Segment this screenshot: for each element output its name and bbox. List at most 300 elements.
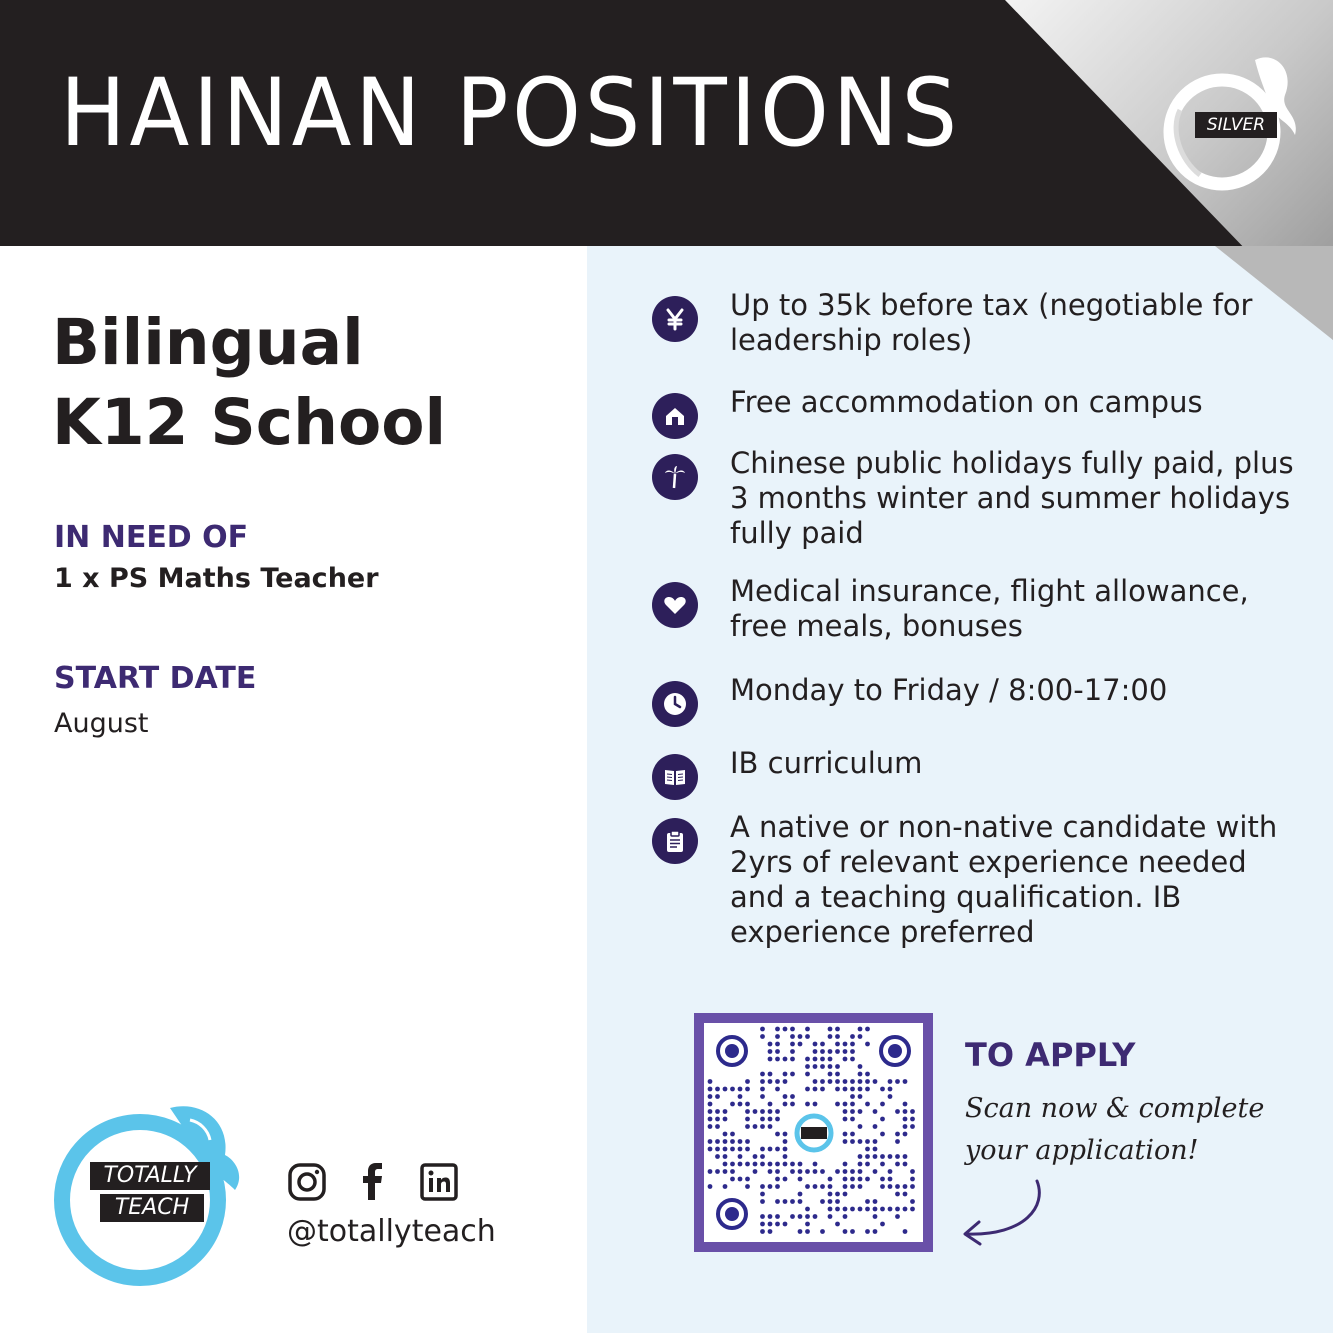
qr-dot xyxy=(805,1207,810,1212)
qr-dot xyxy=(738,1094,743,1099)
qr-dot xyxy=(805,1214,810,1219)
facebook-icon[interactable] xyxy=(353,1162,393,1202)
qr-dot xyxy=(873,1109,878,1114)
qr-dot xyxy=(895,1214,900,1219)
qr-dot xyxy=(858,1169,863,1174)
benefit-text: A native or non-native candidate with 2yrs of relevant experience needed and a teaching qualification. IB experience preferred xyxy=(730,810,1278,949)
qr-dot xyxy=(768,1079,773,1084)
qr-dot xyxy=(850,1169,855,1174)
qr-dot xyxy=(768,1162,773,1167)
qr-dot xyxy=(895,1139,900,1144)
qr-dot xyxy=(738,1139,743,1144)
qr-dot xyxy=(805,1229,810,1234)
qr-dot xyxy=(783,1147,788,1152)
qr-dot xyxy=(730,1162,735,1167)
qr-dot xyxy=(873,1229,878,1234)
qr-dot xyxy=(783,1094,788,1099)
qr-dot xyxy=(865,1207,870,1212)
qr-dot xyxy=(798,1042,803,1047)
qr-dot xyxy=(805,1064,810,1069)
qr-dot xyxy=(903,1207,908,1212)
qr-dot xyxy=(903,1184,908,1189)
qr-dot xyxy=(873,1207,878,1212)
qr-dot xyxy=(895,1207,900,1212)
qr-dot xyxy=(798,1034,803,1039)
qr-dot xyxy=(798,1162,803,1167)
qr-dot xyxy=(760,1072,765,1077)
qr-dot xyxy=(813,1049,818,1054)
qr-dot xyxy=(903,1132,908,1137)
qr-dot xyxy=(843,1214,848,1219)
qr-dot xyxy=(895,1192,900,1197)
qr-dot xyxy=(745,1102,750,1107)
qr-dot xyxy=(708,1117,713,1122)
qr-dot xyxy=(835,1199,840,1204)
qr-dot xyxy=(760,1109,765,1114)
qr-dot xyxy=(783,1177,788,1182)
qr-dot xyxy=(783,1199,788,1204)
qr-dot xyxy=(843,1177,848,1182)
qr-dot xyxy=(858,1094,863,1099)
qr-dot xyxy=(723,1132,728,1137)
qr-dot xyxy=(730,1087,735,1092)
qr-dot xyxy=(760,1192,765,1197)
qr-dot xyxy=(858,1034,863,1039)
qr-dot xyxy=(715,1154,720,1159)
qr-dot xyxy=(865,1027,870,1032)
qr-dot xyxy=(745,1177,750,1182)
qr-dot xyxy=(768,1042,773,1047)
qr-dot xyxy=(850,1207,855,1212)
qr-dot xyxy=(715,1087,720,1092)
qr-code[interactable] xyxy=(694,1013,933,1252)
qr-dot xyxy=(745,1079,750,1084)
qr-dot xyxy=(723,1139,728,1144)
qr-dot xyxy=(880,1117,885,1122)
qr-dot xyxy=(745,1109,750,1114)
qr-dot xyxy=(843,1229,848,1234)
qr-dot xyxy=(828,1064,833,1069)
qr-dot xyxy=(768,1169,773,1174)
qr-dot xyxy=(723,1169,728,1174)
qr-dot xyxy=(760,1214,765,1219)
qr-dot xyxy=(858,1027,863,1032)
qr-dot xyxy=(813,1079,818,1084)
qr-dot xyxy=(880,1132,885,1137)
qr-dot xyxy=(708,1139,713,1144)
qr-dot xyxy=(805,1034,810,1039)
qr-dot xyxy=(715,1124,720,1129)
social-handle[interactable]: @totallyteach xyxy=(287,1214,496,1249)
qr-dot xyxy=(798,1214,803,1219)
qr-dot xyxy=(828,1199,833,1204)
qr-dot xyxy=(783,1222,788,1227)
qr-dot xyxy=(760,1199,765,1204)
qr-code-pattern xyxy=(704,1023,923,1242)
qr-dot xyxy=(708,1147,713,1152)
yen-icon xyxy=(652,296,698,342)
qr-dot xyxy=(858,1072,863,1077)
qr-dot xyxy=(835,1027,840,1032)
qr-dot xyxy=(760,1147,765,1152)
qr-dot xyxy=(760,1184,765,1189)
qr-dot xyxy=(835,1079,840,1084)
qr-dot xyxy=(880,1177,885,1182)
qr-dot xyxy=(745,1162,750,1167)
qr-dot xyxy=(768,1222,773,1227)
qr-dot xyxy=(775,1147,780,1152)
qr-dot xyxy=(775,1034,780,1039)
qr-dot xyxy=(820,1199,825,1204)
qr-dot xyxy=(828,1214,833,1219)
qr-dot xyxy=(798,1229,803,1234)
qr-dot xyxy=(745,1147,750,1152)
qr-dot xyxy=(835,1072,840,1077)
qr-dot xyxy=(790,1049,795,1054)
social-links xyxy=(287,1160,459,1204)
qr-dot xyxy=(760,1034,765,1039)
qr-dot xyxy=(813,1162,818,1167)
qr-dot xyxy=(768,1214,773,1219)
qr-dot xyxy=(813,1184,818,1189)
qr-dot xyxy=(865,1042,870,1047)
qr-dot xyxy=(828,1072,833,1077)
qr-dot xyxy=(858,1154,863,1159)
qr-dot xyxy=(708,1184,713,1189)
logo-text-teach: TEACH xyxy=(100,1194,204,1222)
qr-dot xyxy=(730,1177,735,1182)
qr-dot xyxy=(835,1034,840,1039)
qr-dot xyxy=(775,1087,780,1092)
qr-dot xyxy=(783,1162,788,1167)
qr-dot xyxy=(775,1042,780,1047)
qr-dot xyxy=(903,1117,908,1122)
qr-dot xyxy=(760,1154,765,1159)
qr-dot xyxy=(835,1222,840,1227)
qr-dot xyxy=(850,1177,855,1182)
qr-dot xyxy=(903,1109,908,1114)
qr-dot xyxy=(828,1057,833,1062)
qr-dot xyxy=(888,1154,893,1159)
qr-dot xyxy=(768,1057,773,1062)
qr-dot xyxy=(835,1169,840,1174)
qr-dot xyxy=(843,1132,848,1137)
qr-dot xyxy=(723,1184,728,1189)
qr-dot xyxy=(843,1162,848,1167)
qr-code-image xyxy=(704,1023,923,1242)
qr-dot xyxy=(880,1184,885,1189)
qr-dot xyxy=(790,1199,795,1204)
qr-dot xyxy=(790,1102,795,1107)
qr-dot xyxy=(888,1184,893,1189)
qr-dot xyxy=(873,1154,878,1159)
qr-dot xyxy=(873,1079,878,1084)
qr-dot xyxy=(873,1199,878,1204)
qr-dot xyxy=(783,1154,788,1159)
qr-dot xyxy=(805,1169,810,1174)
qr-dot xyxy=(843,1049,848,1054)
qr-dot xyxy=(775,1079,780,1084)
qr-dot xyxy=(858,1207,863,1212)
qr-dot xyxy=(835,1042,840,1047)
qr-dot xyxy=(910,1124,915,1129)
qr-dot xyxy=(850,1109,855,1114)
qr-dot xyxy=(730,1132,735,1137)
qr-dot xyxy=(888,1177,893,1182)
qr-dot xyxy=(828,1207,833,1212)
qr-dot xyxy=(783,1102,788,1107)
qr-dot xyxy=(865,1087,870,1092)
start-date-label: START DATE xyxy=(54,661,257,696)
qr-dot xyxy=(768,1124,773,1129)
qr-dot xyxy=(715,1117,720,1122)
qr-dot xyxy=(865,1147,870,1152)
qr-dot xyxy=(783,1079,788,1084)
qr-dot xyxy=(903,1192,908,1197)
qr-dot xyxy=(850,1049,855,1054)
qr-dot xyxy=(775,1199,780,1204)
qr-dot xyxy=(745,1184,750,1189)
qr-dot xyxy=(895,1132,900,1137)
qr-dot xyxy=(828,1184,833,1189)
qr-dot xyxy=(723,1109,728,1114)
qr-dot xyxy=(760,1117,765,1122)
qr-dot xyxy=(895,1154,900,1159)
qr-dot xyxy=(865,1139,870,1144)
qr-dot xyxy=(910,1184,915,1189)
qr-dot xyxy=(738,1154,743,1159)
qr-dot xyxy=(850,1184,855,1189)
qr-dot xyxy=(835,1192,840,1197)
qr-dot xyxy=(738,1102,743,1107)
qr-dot xyxy=(768,1102,773,1107)
benefit-text: Up to 35k before tax (negotiable for leadership roles) xyxy=(730,288,1253,357)
qr-dot xyxy=(850,1057,855,1062)
qr-dot xyxy=(843,1042,848,1047)
benefit-text: Free accommodation on campus xyxy=(730,385,1203,419)
qr-dot xyxy=(888,1207,893,1212)
qr-dot xyxy=(723,1117,728,1122)
qr-dot xyxy=(760,1124,765,1129)
clock-icon xyxy=(652,681,698,727)
qr-dot xyxy=(835,1102,840,1107)
qr-dot xyxy=(865,1079,870,1084)
qr-dot xyxy=(775,1117,780,1122)
qr-dot xyxy=(753,1169,758,1174)
qr-dot xyxy=(760,1079,765,1084)
qr-dot xyxy=(775,1109,780,1114)
qr-dot xyxy=(888,1094,893,1099)
qr-dot xyxy=(715,1109,720,1114)
qr-dot xyxy=(753,1162,758,1167)
qr-dot xyxy=(850,1094,855,1099)
qr-dot xyxy=(850,1117,855,1122)
qr-dot xyxy=(753,1124,758,1129)
qr-dot xyxy=(708,1124,713,1129)
school-name-line2: K12 School xyxy=(52,386,447,459)
benefit-text: Monday to Friday / 8:00-17:00 xyxy=(730,673,1168,707)
qr-dot xyxy=(865,1162,870,1167)
qr-dot xyxy=(903,1154,908,1159)
qr-dot xyxy=(850,1042,855,1047)
qr-dot xyxy=(775,1027,780,1032)
qr-dot xyxy=(865,1177,870,1182)
qr-dot xyxy=(805,1057,810,1062)
qr-dot xyxy=(813,1169,818,1174)
qr-dot xyxy=(895,1079,900,1084)
qr-dot xyxy=(760,1087,765,1092)
qr-dot xyxy=(895,1184,900,1189)
clipboard-icon xyxy=(652,818,698,864)
qr-dot xyxy=(843,1169,848,1174)
qr-dot xyxy=(708,1109,713,1114)
qr-dot xyxy=(820,1049,825,1054)
qr-dot xyxy=(768,1109,773,1114)
qr-dot xyxy=(865,1229,870,1234)
qr-dot xyxy=(820,1064,825,1069)
qr-dot xyxy=(858,1162,863,1167)
qr-dot xyxy=(723,1087,728,1092)
qr-dot xyxy=(768,1229,773,1234)
benefit-text: Medical insurance, flight allowance, free meals, bonuses xyxy=(730,574,1249,643)
qr-dot xyxy=(910,1169,915,1174)
qr-dot xyxy=(798,1169,803,1174)
qr-dot xyxy=(768,1184,773,1189)
house-icon xyxy=(652,393,698,439)
qr-dot xyxy=(820,1184,825,1189)
qr-dot xyxy=(828,1034,833,1039)
qr-dot xyxy=(768,1049,773,1054)
linkedin-icon[interactable] xyxy=(419,1162,459,1202)
qr-dot xyxy=(858,1087,863,1092)
qr-dot xyxy=(790,1034,795,1039)
qr-dot xyxy=(760,1229,765,1234)
qr-dot xyxy=(738,1147,743,1152)
qr-dot xyxy=(775,1214,780,1219)
qr-dot xyxy=(805,1027,810,1032)
qr-dot xyxy=(903,1124,908,1129)
qr-dot xyxy=(828,1079,833,1084)
qr-dot xyxy=(880,1207,885,1212)
school-name-line1: Bilingual xyxy=(52,306,364,379)
apply-title: TO APPLY xyxy=(965,1036,1136,1074)
qr-dot xyxy=(813,1057,818,1062)
qr-dot xyxy=(880,1222,885,1227)
qr-dot xyxy=(813,1087,818,1092)
qr-dot xyxy=(843,1192,848,1197)
qr-dot xyxy=(708,1102,713,1107)
qr-dot xyxy=(768,1072,773,1077)
qr-dot xyxy=(865,1102,870,1107)
qr-dot xyxy=(790,1027,795,1032)
qr-dot xyxy=(910,1109,915,1114)
qr-dot xyxy=(745,1124,750,1129)
qr-dot xyxy=(723,1147,728,1152)
qr-dot xyxy=(835,1049,840,1054)
qr-dot xyxy=(828,1027,833,1032)
qr-dot xyxy=(708,1169,713,1174)
qr-dot xyxy=(880,1102,885,1107)
qr-dot xyxy=(753,1109,758,1114)
page-title: HAINAN POSITIONS xyxy=(60,59,961,168)
qr-dot xyxy=(843,1109,848,1114)
qr-dot xyxy=(730,1169,735,1174)
qr-dot xyxy=(783,1027,788,1032)
qr-dot xyxy=(873,1124,878,1129)
qr-dot xyxy=(715,1147,720,1152)
qr-dot xyxy=(790,1162,795,1167)
qr-dot xyxy=(745,1117,750,1122)
qr-dot xyxy=(880,1162,885,1167)
qr-dot xyxy=(910,1177,915,1182)
qr-dot xyxy=(715,1139,720,1144)
curved-arrow-icon xyxy=(955,1176,1050,1256)
qr-dot xyxy=(820,1057,825,1062)
qr-dot xyxy=(880,1154,885,1159)
qr-dot xyxy=(798,1192,803,1197)
qr-dot xyxy=(895,1109,900,1114)
qr-dot xyxy=(730,1147,735,1152)
qr-dot xyxy=(798,1199,803,1204)
instagram-icon[interactable] xyxy=(287,1162,327,1202)
qr-dot xyxy=(805,1102,810,1107)
qr-dot xyxy=(835,1064,840,1069)
qr-dot xyxy=(738,1162,743,1167)
in-need-of-value: 1 x PS Maths Teacher xyxy=(54,563,379,594)
qr-dot xyxy=(813,1214,818,1219)
school-name xyxy=(52,303,572,463)
qr-dot xyxy=(873,1169,878,1174)
qr-dot xyxy=(745,1139,750,1144)
qr-dot xyxy=(760,1027,765,1032)
qr-dot xyxy=(850,1034,855,1039)
qr-dot xyxy=(865,1154,870,1159)
qr-dot xyxy=(850,1079,855,1084)
qr-dot xyxy=(828,1192,833,1197)
qr-dot xyxy=(820,1087,825,1092)
qr-dot xyxy=(753,1154,758,1159)
qr-dot xyxy=(790,1057,795,1062)
dragon-logo-icon xyxy=(50,1090,250,1290)
qr-dot xyxy=(865,1199,870,1204)
palm-tree-icon xyxy=(652,454,698,500)
qr-dot xyxy=(798,1177,803,1182)
qr-dot xyxy=(775,1184,780,1189)
qr-dot xyxy=(805,1087,810,1092)
qr-dot xyxy=(783,1057,788,1062)
qr-dot xyxy=(910,1117,915,1122)
qr-dot xyxy=(783,1072,788,1077)
apply-instructions: Scan now & complete your application! xyxy=(965,1093,1265,1166)
benefit-text: IB curriculum xyxy=(730,746,923,780)
qr-dot xyxy=(775,1162,780,1167)
qr-dot xyxy=(858,1139,863,1144)
qr-dot xyxy=(873,1139,878,1144)
heart-icon xyxy=(652,582,698,628)
qr-dot xyxy=(790,1094,795,1099)
qr-dot xyxy=(805,1072,810,1077)
qr-dot xyxy=(843,1087,848,1092)
qr-dot xyxy=(708,1079,713,1084)
qr-dot xyxy=(820,1042,825,1047)
qr-dot xyxy=(715,1169,720,1174)
qr-dot xyxy=(843,1184,848,1189)
qr-dot xyxy=(850,1229,855,1234)
qr-dot xyxy=(790,1169,795,1174)
qr-dot xyxy=(880,1087,885,1092)
qr-dot xyxy=(873,1147,878,1152)
qr-dot xyxy=(888,1087,893,1092)
